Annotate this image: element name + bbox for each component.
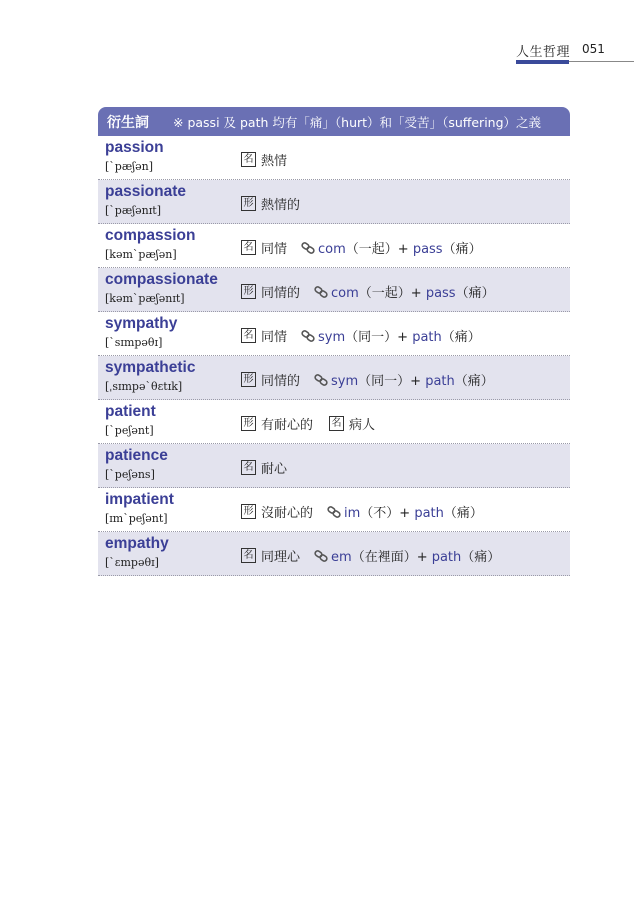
etymology: sym（同一）+ path（痛） (318, 330, 481, 345)
etymology: im（不）+ path（痛） (344, 506, 483, 521)
table-row (98, 268, 570, 312)
phonetic: [ɪm`peʃənt] (105, 512, 168, 525)
link-icon (301, 242, 315, 254)
link-icon (314, 374, 328, 386)
table-header-tag: 衍生詞 (107, 114, 149, 131)
phonetic: [ˌsɪmpə`θɛtɪk] (105, 380, 183, 393)
headword: patience (105, 447, 168, 464)
table-row (98, 532, 570, 576)
definition (241, 546, 500, 565)
table-row (98, 312, 570, 356)
link-icon (327, 506, 341, 518)
phonetic: [`peʃəns] (105, 468, 155, 481)
etymology: sym（同一）+ path（痛） (331, 374, 494, 389)
definition (241, 326, 481, 345)
link-icon (314, 286, 328, 298)
meaning: 同情的 (261, 374, 301, 389)
definition (241, 282, 495, 301)
headword: passionate (105, 183, 186, 200)
definition (241, 150, 301, 169)
headword: empathy (105, 535, 169, 552)
link-icon (314, 550, 328, 562)
table-header (98, 107, 570, 136)
link-icon (301, 330, 315, 342)
pos-badge: 名 (329, 416, 344, 431)
meaning: 同理心 (261, 550, 301, 565)
table-row (98, 180, 570, 224)
header-accent-bar (516, 60, 569, 64)
meaning: 熱情 (261, 154, 288, 169)
phonetic: [`peʃənt] (105, 424, 154, 437)
phonetic: [`pæʃən] (105, 160, 154, 173)
headword: sympathy (105, 315, 178, 332)
headword: patient (105, 403, 156, 420)
pos-badge: 形 (241, 284, 256, 299)
table-row (98, 400, 570, 444)
pos-badge: 形 (241, 372, 256, 387)
phonetic: [`sɪmpəθɪ] (105, 336, 163, 349)
meaning: 耐心 (261, 462, 288, 477)
meaning: 同情的 (261, 286, 301, 301)
header-rule (569, 61, 634, 62)
definition (241, 414, 389, 433)
table-row (98, 444, 570, 488)
phonetic: [kəm`pæʃənɪt] (105, 292, 185, 305)
definition (241, 370, 494, 389)
table-row (98, 488, 570, 532)
pos-badge: 名 (241, 240, 256, 255)
etymology: em（在裡面）+ path（痛） (331, 550, 501, 565)
definition (241, 238, 482, 257)
table-body (98, 136, 570, 576)
phonetic: [kəm`pæʃən] (105, 248, 177, 261)
headword: passion (105, 139, 164, 156)
pos-badge: 形 (241, 416, 256, 431)
headword: compassionate (105, 271, 218, 288)
page-header (516, 40, 634, 64)
meaning: 有耐心的 (261, 418, 314, 433)
pos-badge: 名 (241, 328, 256, 343)
derivatives-table (98, 107, 570, 576)
phonetic: [`ɛmpəθɪ] (105, 556, 159, 569)
definition (241, 502, 483, 521)
table-row (98, 224, 570, 268)
pos-badge: 形 (241, 196, 256, 211)
meaning: 熱情的 (261, 198, 301, 213)
definition (241, 194, 314, 213)
headword: sympathetic (105, 359, 196, 376)
headword: impatient (105, 491, 174, 508)
table-row (98, 136, 570, 180)
meaning: 同情 (261, 330, 288, 345)
meaning: 沒耐心的 (261, 506, 314, 521)
pos-badge: 名 (241, 548, 256, 563)
definition (241, 458, 301, 477)
pos-badge: 名 (241, 152, 256, 167)
table-row (98, 356, 570, 400)
etymology: com（一起）+ pass（痛） (318, 242, 482, 257)
headword: compassion (105, 227, 196, 244)
meaning: 病人 (349, 418, 376, 433)
page-number: 051 (582, 42, 605, 56)
meaning: 同情 (261, 242, 288, 257)
table-header-note: ※ passi 及 path 均有「痛」（hurt）和「受苦」（suffering）之義 (173, 114, 542, 130)
pos-badge: 形 (241, 504, 256, 519)
pos-badge: 名 (241, 460, 256, 475)
etymology: com（一起）+ pass（痛） (331, 286, 495, 301)
chapter-title: 人生哲理 (516, 45, 571, 60)
phonetic: [`pæʃənɪt] (105, 204, 161, 217)
